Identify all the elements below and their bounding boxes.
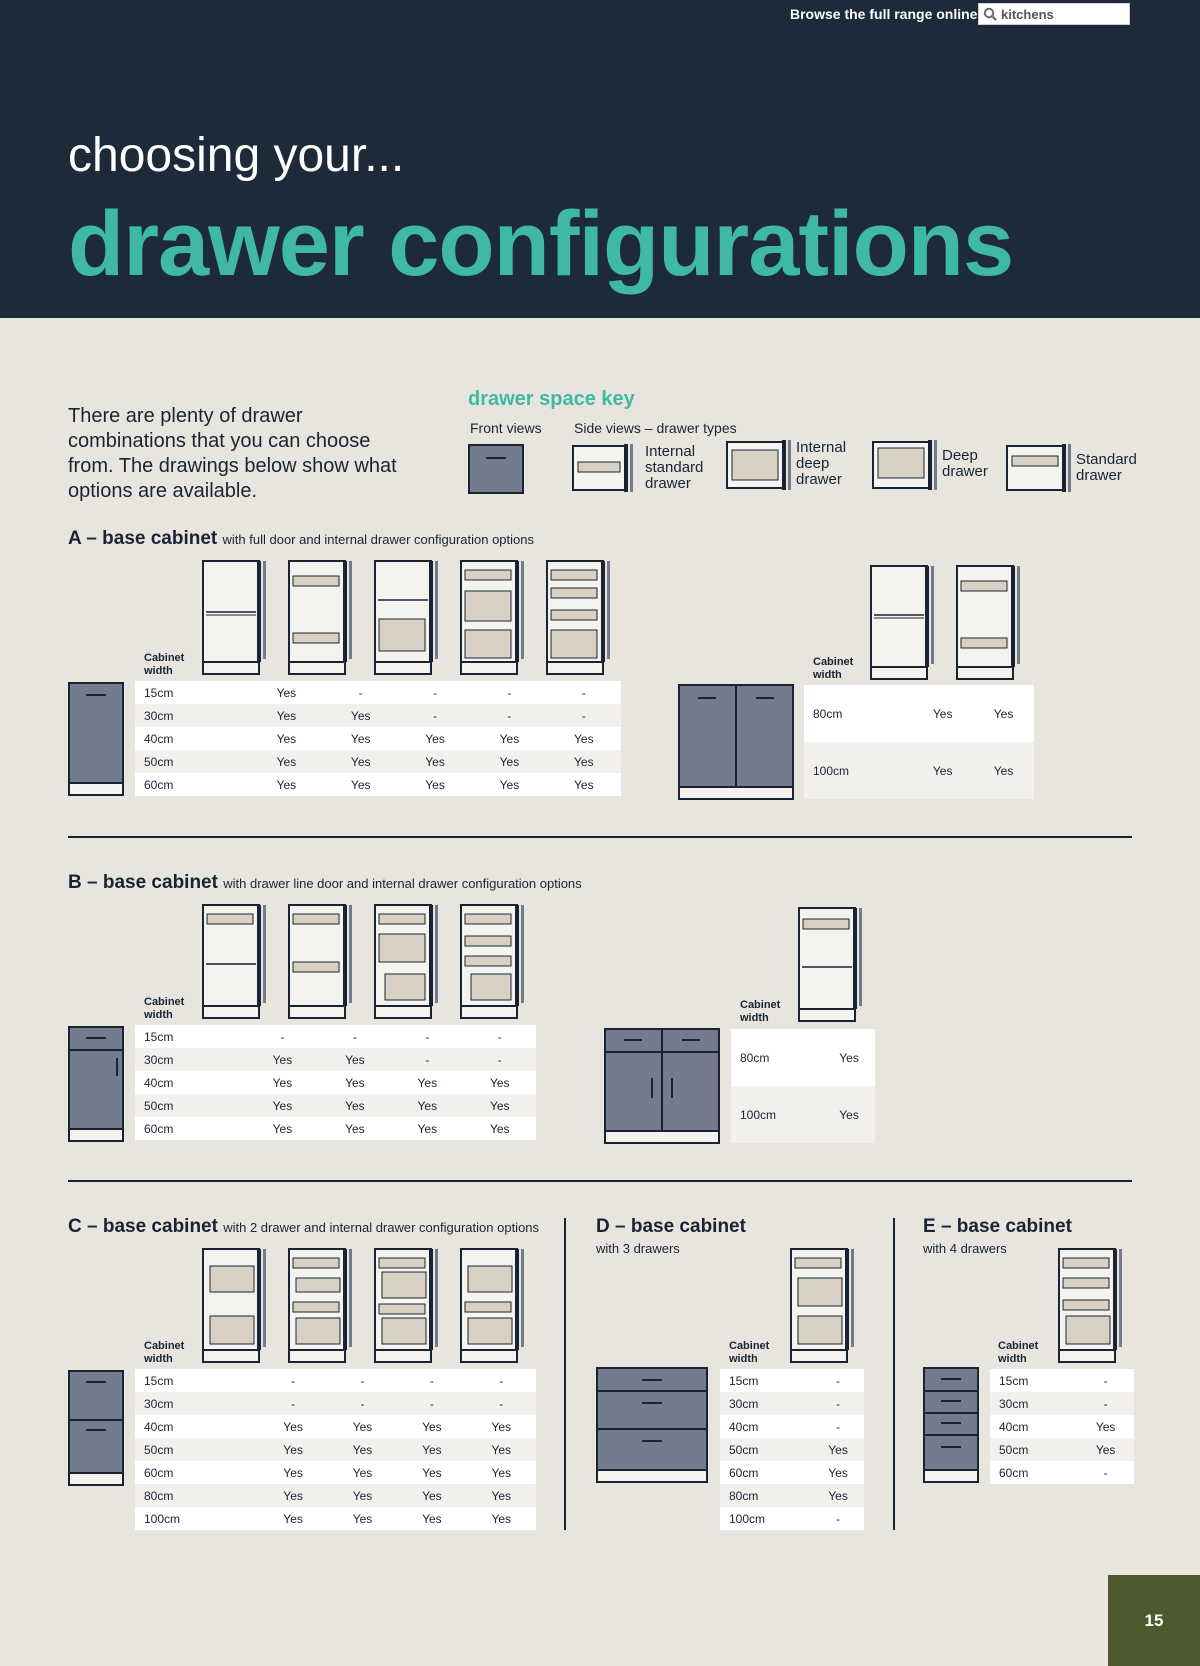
section-b-wide-config-1 [798, 907, 866, 1023]
table-row: 60cm Yes [720, 1461, 864, 1484]
deep-drawer-icon [872, 440, 938, 490]
table-row: 100cm Yes Yes [804, 742, 1034, 799]
key-type-1-label: Internal standard drawer [645, 443, 704, 492]
table-row: 50cm Yes Yes Yes Yes [135, 1094, 536, 1117]
header-banner [0, 0, 1200, 318]
section-e-subtitle: with 4 drawers [923, 1241, 1007, 1256]
section-a-width-label: Cabinet width [144, 652, 185, 677]
table-row: 15cm - [720, 1369, 864, 1392]
section-c-table [135, 1369, 536, 1530]
section-d-width-label: Cabinet width [729, 1340, 770, 1365]
section-b-table [135, 1025, 536, 1140]
section-b-config-4 [460, 904, 528, 1020]
section-a-table [135, 681, 621, 796]
table-row: 60cm Yes Yes Yes Yes Yes [135, 773, 621, 796]
table-row: 30cm Yes Yes - - - [135, 704, 621, 727]
section-c-width-label: Cabinet width [144, 1340, 185, 1365]
section-b-wide-front-cabinet [604, 1028, 722, 1144]
search-value: kitchens [1001, 6, 1054, 22]
section-c-config-1 [202, 1248, 270, 1364]
section-e-title: E – base cabinet [923, 1216, 1072, 1237]
table-row: 30cm - - - - [135, 1392, 536, 1415]
table-row: 40cm Yes Yes Yes Yes [135, 1415, 536, 1438]
table-row: 100cm Yes Yes Yes Yes [135, 1507, 536, 1530]
table-row: 40cm Yes Yes Yes Yes Yes [135, 727, 621, 750]
table-row: 80cm Yes [720, 1484, 864, 1507]
section-b-wide-table [731, 1029, 875, 1143]
section-b-wide-width-label: Cabinet width [740, 999, 781, 1024]
table-row: 50cm Yes [990, 1438, 1134, 1461]
section-a-wide-width-label: Cabinet width [813, 656, 854, 681]
table-row: 15cm - - - - [135, 1025, 536, 1048]
key-title: drawer space key [468, 388, 635, 410]
section-c-config-4 [460, 1248, 528, 1364]
page-title: drawer configurations [68, 193, 1014, 295]
table-row: 50cm Yes Yes Yes Yes Yes [135, 750, 621, 773]
key-type-2-label: Internal deep drawer [796, 439, 847, 488]
table-row: 30cm - [990, 1392, 1134, 1415]
section-a-wide-config-1 [870, 565, 938, 681]
front-view-icon [468, 444, 526, 494]
table-row: 50cm Yes [720, 1438, 864, 1461]
key-type-4-label: Standard drawer [1076, 451, 1137, 484]
section-a-config-3 [374, 560, 442, 676]
table-row: 30cm Yes Yes - - [135, 1048, 536, 1071]
internal-deep-drawer-icon [726, 440, 792, 490]
section-c-config-3 [374, 1248, 442, 1364]
table-row: 60cm Yes Yes Yes Yes [135, 1461, 536, 1484]
key-front-views-label: Front views [470, 420, 542, 436]
section-a-title: A – base cabinet with full door and internal drawer configuration options [68, 528, 534, 549]
section-a-config-5 [546, 560, 614, 676]
table-row: 15cm Yes - - - - [135, 681, 621, 704]
table-row: 50cm Yes Yes Yes Yes [135, 1438, 536, 1461]
section-a-config-4 [460, 560, 528, 676]
section-c-front-cabinet [68, 1370, 126, 1486]
section-d-table [720, 1369, 864, 1530]
table-row: 15cm - [990, 1369, 1134, 1392]
section-a-wide-table [804, 685, 1034, 799]
standard-drawer-icon [1006, 444, 1072, 492]
internal-standard-drawer-icon [572, 444, 634, 492]
section-b-config-2 [288, 904, 356, 1020]
divider-vertical [564, 1218, 566, 1530]
search-icon [983, 7, 997, 21]
key-type-3-label: Deep drawer [942, 447, 988, 480]
section-a-config-2 [288, 560, 356, 676]
section-e-config-1 [1058, 1248, 1126, 1364]
table-row: 30cm - [720, 1392, 864, 1415]
table-row: 60cm Yes Yes Yes Yes [135, 1117, 536, 1140]
section-a-config-1 [202, 560, 270, 676]
section-e-front-cabinet [923, 1367, 981, 1483]
table-row: 40cm Yes [990, 1415, 1134, 1438]
divider-vertical [893, 1218, 895, 1530]
section-b-title: B – base cabinet with drawer line door and internal drawer configuration options [68, 872, 582, 893]
section-b-front-cabinet [68, 1026, 126, 1142]
section-d-config-1 [790, 1248, 858, 1364]
section-e-width-label: Cabinet width [998, 1340, 1039, 1365]
page-number: 15 [1108, 1575, 1200, 1666]
section-d-front-cabinet [596, 1367, 710, 1483]
page-subtitle: choosing your... [68, 129, 405, 182]
section-a-wide-config-2 [956, 565, 1024, 681]
table-row: 100cm - [720, 1507, 864, 1530]
table-row: 15cm - - - - [135, 1369, 536, 1392]
section-c-config-2 [288, 1248, 356, 1364]
section-a-wide-front-cabinet [678, 684, 796, 800]
section-a-front-cabinet [68, 682, 126, 796]
section-b-config-3 [374, 904, 442, 1020]
divider [68, 1180, 1132, 1182]
divider [68, 836, 1132, 838]
section-c-title: C – base cabinet with 2 drawer and internal drawer configuration options [68, 1216, 540, 1237]
browse-label: Browse the full range online [790, 6, 978, 22]
section-d-subtitle: with 3 drawers [596, 1241, 680, 1256]
table-row: 40cm - [720, 1415, 864, 1438]
table-row: 80cm Yes Yes Yes Yes [135, 1484, 536, 1507]
section-b-width-label: Cabinet width [144, 996, 185, 1021]
intro-text: There are plenty of drawer combinations that you can choose from. The drawings below show what options are available. [68, 405, 397, 502]
search-input[interactable] [978, 3, 1130, 25]
table-row: 100cm Yes [731, 1086, 875, 1143]
table-row: 80cm Yes [731, 1029, 875, 1086]
section-b-config-1 [202, 904, 270, 1020]
key-side-views-label: Side views – drawer types [574, 420, 737, 436]
section-d-title: D – base cabinet [596, 1216, 746, 1237]
table-row: 60cm - [990, 1461, 1134, 1484]
table-row: 40cm Yes Yes Yes Yes [135, 1071, 536, 1094]
table-row: 80cm Yes Yes [804, 685, 1034, 742]
section-e-table [990, 1369, 1134, 1484]
